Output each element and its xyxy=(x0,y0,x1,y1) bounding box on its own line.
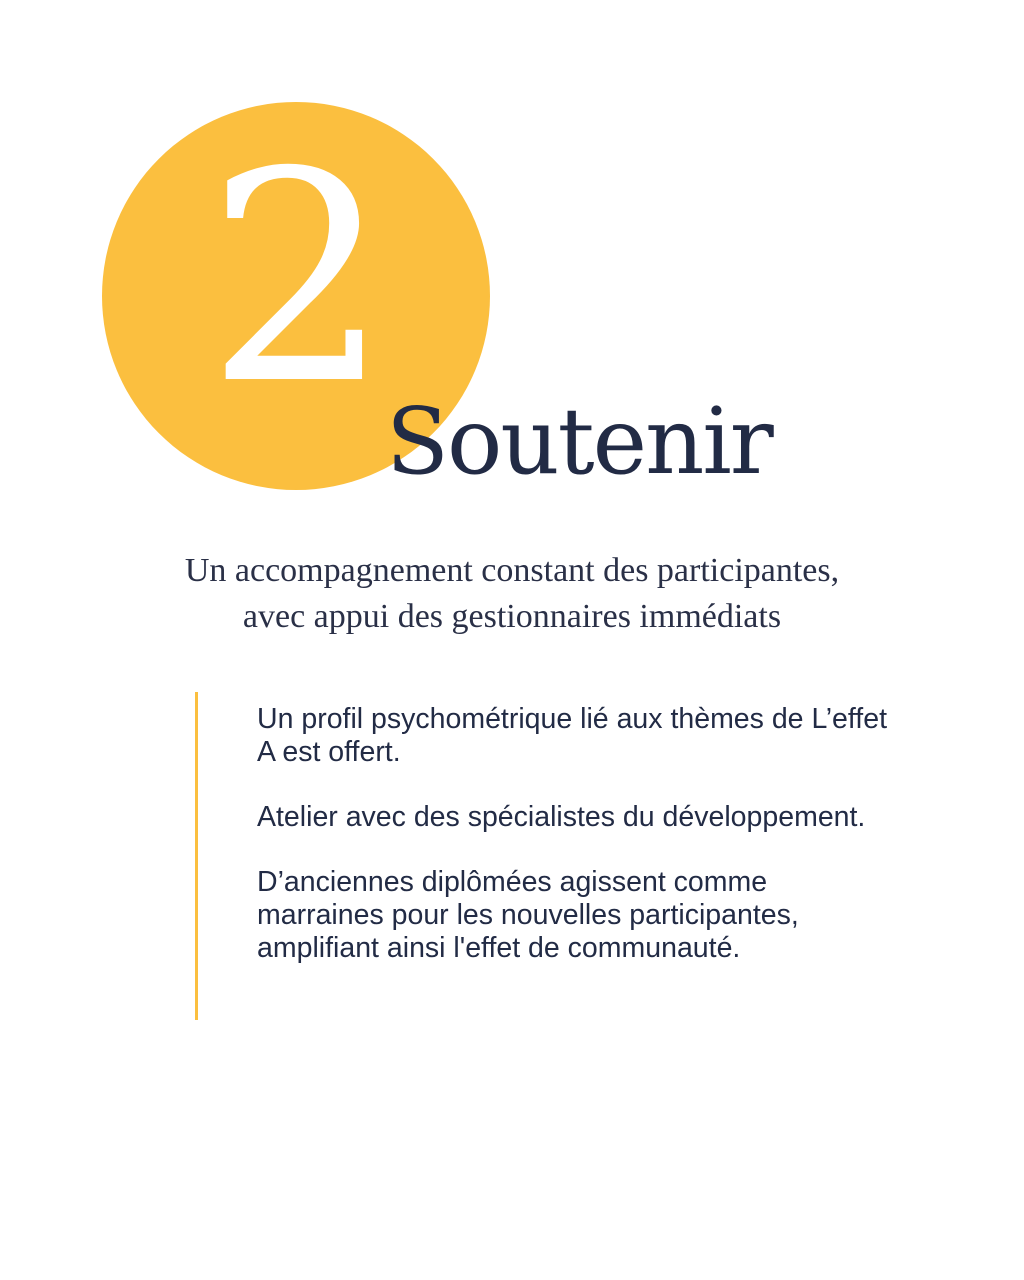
item-list xyxy=(257,703,897,997)
list-item-psychometric-profile: Un profil psychométrique lié aux thèmes de L’effet A est offert. xyxy=(257,703,887,768)
list-item-mentoring: D’anciennes diplômées agissent comme marraines pour les nouvelles participantes, amplifiant ainsi l'effet de communauté. xyxy=(257,866,799,964)
accent-bar xyxy=(195,692,198,1020)
section-subtitle xyxy=(0,548,1024,640)
subtitle-line-1: Un accompagnement constant des participantes, xyxy=(184,552,840,589)
step-number: 2 xyxy=(206,111,391,448)
list-item-workshop: Atelier avec des spécialistes du développement. xyxy=(257,801,866,833)
subtitle-line-2: avec appui des gestionnaires immédiats xyxy=(242,598,782,635)
section-title: Soutenir xyxy=(386,388,772,495)
